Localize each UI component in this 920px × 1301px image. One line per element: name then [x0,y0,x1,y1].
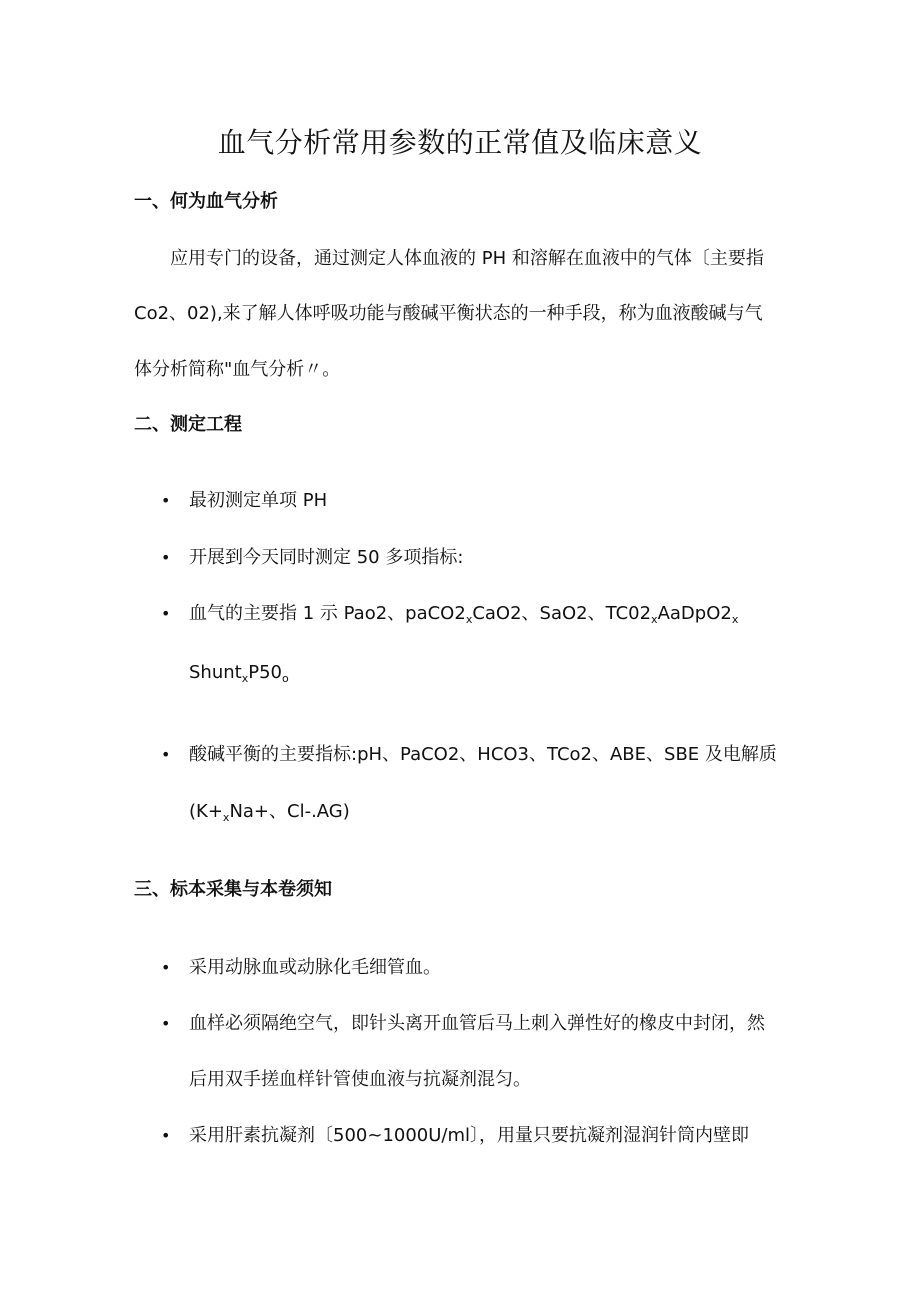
document-title: 血气分析常用参数的正常值及临床意义 [217,126,703,159]
list-item-continuation: $Shunt_xP50_o$ [189,662,289,685]
section-heading-what-is-blood-gas: 一、何为血气分析 [134,191,278,212]
list-item-continuation: ($K+_xNa+$、Cl-.AG) [189,801,350,824]
paragraph-line: 应用专门的设备，通过测定人体血液的 PH 和溶解在血液中的气体〔主要指 [170,248,764,269]
section-heading-specimen-collection: 三、标本采集与本卷须知 [134,879,332,900]
bullet-icon: • [161,745,171,764]
list-item: 血样必须隔绝空气，即针头离开血管后马上刺入弹性好的橡皮中封闭，然 [189,1013,765,1034]
bullet-icon: • [161,548,171,567]
list-item: 最初测定单项 PH [189,490,328,511]
bullet-icon: • [161,491,171,510]
bullet-icon: • [161,958,171,977]
list-item: 采用肝素抗凝剂〔500~1000U/ml〕，用量只要抗凝剂湿润针筒内壁即 [189,1125,750,1146]
paragraph-line: 体分析简称"血气分析〃。 [134,359,341,380]
list-item: 开展到今天同时测定 50 多项指标: [189,547,464,568]
bullet-icon: • [161,604,171,623]
bullet-icon: • [161,1014,171,1033]
paragraph-line: Co2、02),来了解人体呼吸功能与酸碱平衡状态的一种手段，称为血液酸碱与气 [134,303,763,324]
list-item: 采用动脉血或动脉化毛细管血。 [189,957,441,978]
bullet-icon: • [161,1126,171,1145]
list-item-continuation: 后用双手搓血样针管使血液与抗凝剂混匀。 [189,1069,531,1090]
list-item: 酸碱平衡的主要指标:pH、PaCO2、HCO3、TCo2、ABE、SBE 及电解质 [189,744,777,765]
section-heading-measurement-items: 二、测定工程 [134,414,242,435]
list-item: 血气的主要指 1 示 Pao2、$paCO2_xCaO2$、SaO2、$TC02_xAaDpO2_x$ [189,603,739,626]
